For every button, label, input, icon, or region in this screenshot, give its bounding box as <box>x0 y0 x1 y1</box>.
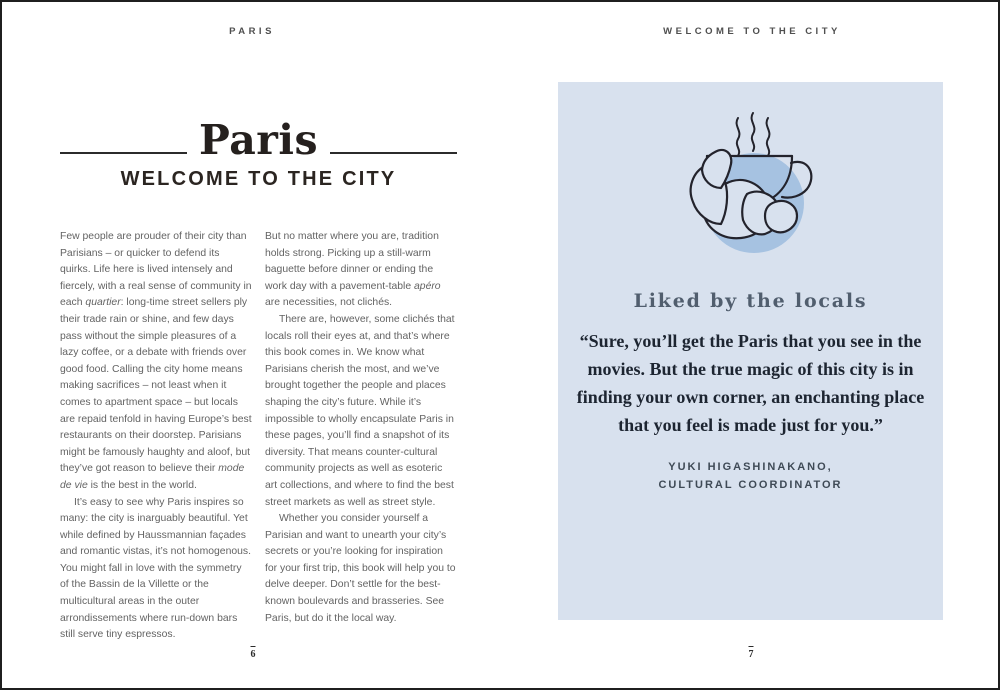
body-paragraph: But no matter where you are, tradition holds strong. Picking up a still-warm baguette before dinner or ending the work day with a pavement-table apéro are necessities, not clichés. <box>265 231 441 309</box>
body-paragraph: Whether you consider yourself a Parisian and want to unearth your city’s secrets or you’re looking for inspiration for your first trip, this book will help you to delve deeper. Don’t settle for the best-known boulevards and brasseries. See Paris, but do it the local way. <box>265 513 456 624</box>
body-paragraph: Few people are prouder of their city than Parisians – or quicker to defend its quirks. Life here is lived intensely and fiercely, with a real sense of community in each quartier: long-time street sellers ply their trade rain or shine, and few days pass without the simple pleasures of a lazy coffee, or a debate with friends over good food. Calling the city home means making sacrifices – not least when it comes to apartment space – but locals are repaid tenfold in having Europe’s best restaurants on their doorstep. Parisians might be famously haughty and aloof, but they’ve got reason to believe their mode de vie is the best in the world. <box>60 231 252 491</box>
chapter-title: Paris <box>198 116 319 164</box>
panel-heading: Liked by the locals <box>633 290 868 312</box>
chapter-subtitle: WELCOME TO THE CITY <box>120 168 397 190</box>
title-rule-right <box>330 152 457 154</box>
steam-lines <box>736 113 769 156</box>
croissant-coffee-illustration <box>651 96 851 276</box>
running-head-right: WELCOME TO THE CITY <box>663 26 841 37</box>
locals-quote-panel <box>558 82 943 620</box>
quote-text: “Sure, you’ll get the Paris that you see in the movies. But the true magic of this city is in finding your own corner, an enchanting place that you feel is made just for you.” <box>576 331 925 435</box>
text-column-2 <box>265 229 457 644</box>
chapter-title-block <box>60 116 457 191</box>
text-column-1 <box>60 229 252 644</box>
title-row <box>60 116 457 164</box>
title-rule-left <box>60 152 187 154</box>
running-head-left: PARIS <box>229 26 275 37</box>
attribution-role: CULTURAL COORDINATOR <box>658 478 843 491</box>
body-paragraph: It’s easy to see why Paris inspires so many: the city is inarguably beautiful. Yet while defined by Haussmannian façades and romantic vistas, it’s not homogenous. You might fall in love with the symmetry of the Bassin de la Villette or the multicultural areas in the outer arrondissements where run-down bars still serve tiny espressos. <box>60 496 251 641</box>
quote-attribution <box>558 458 943 494</box>
page-number-left: 6 <box>251 646 256 660</box>
page-number-right: 7 <box>749 646 754 660</box>
body-text-columns <box>60 229 457 644</box>
body-paragraph: There are, however, some clichés that locals roll their eyes at, and that’s where this book comes in. We know what Parisians cherish the most, and we’ve brought together the people and places shaping the city’s future. While it’s impossible to wholly encapsulate Paris in these pages, you’ll find a snapshot of its diversity. That means counter-cultural community projects as well as esoteric art collections, and where to find the best street markets as well as street style. <box>265 313 455 508</box>
attribution-name: YUKI HIGASHINAKANO, <box>668 460 833 473</box>
